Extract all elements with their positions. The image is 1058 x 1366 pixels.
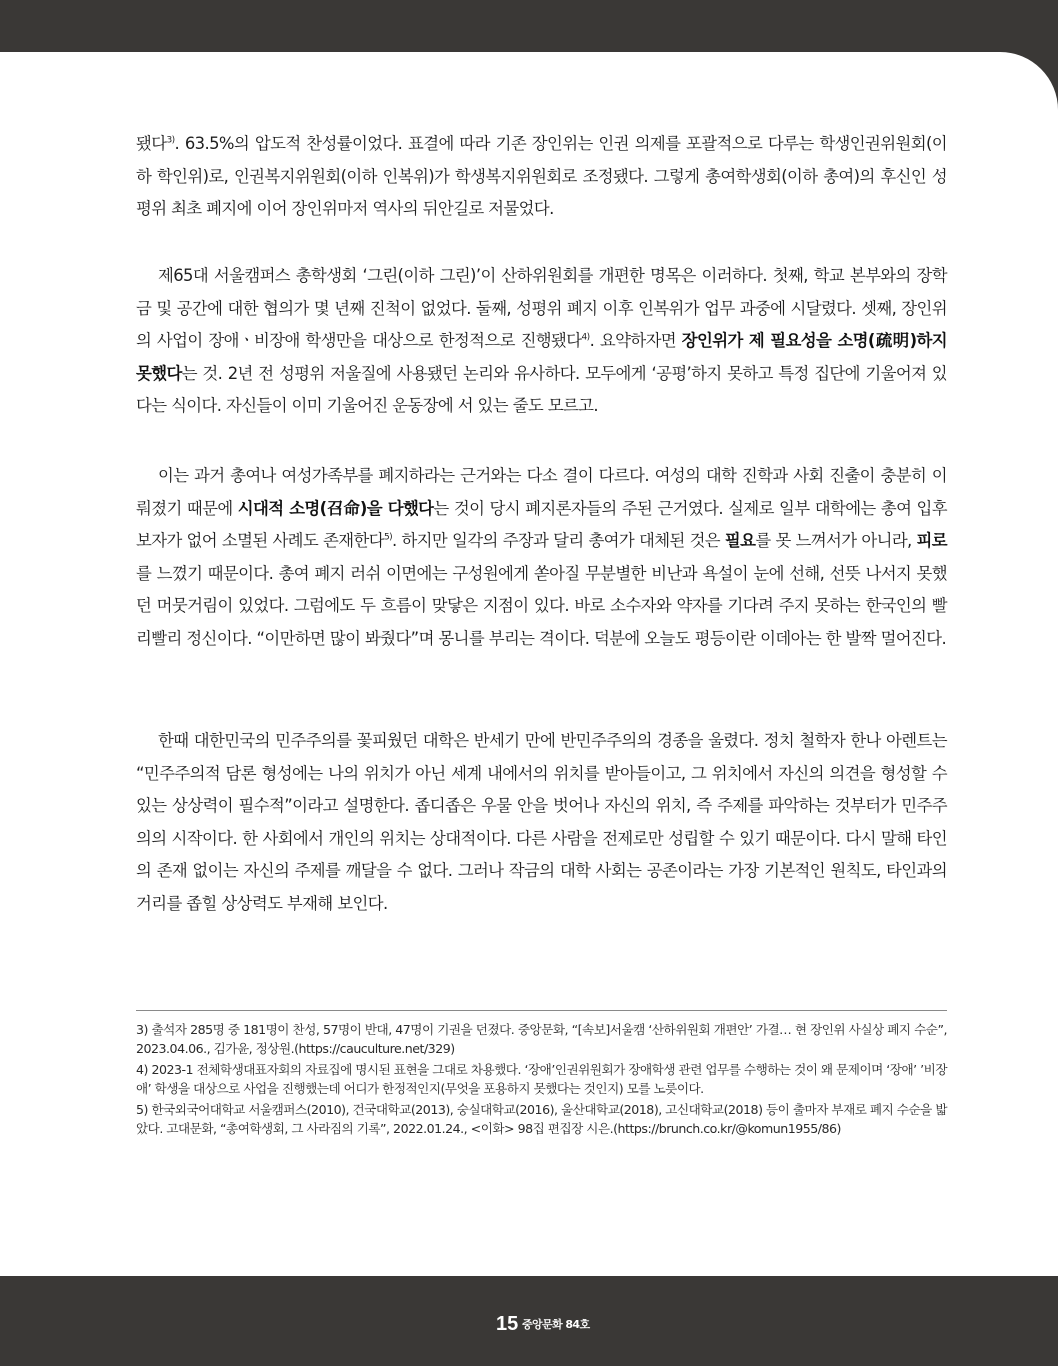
- emphasis-text: 필요: [724, 531, 756, 550]
- footnote-ref-3: 3): [166, 135, 175, 146]
- paragraph-1: 됐다$^{3)}$. 63.5%의 압도적 찬성률이었다. 표결에 따라 기존 장인위는 인권 의제를 포괄적으로 다루는 학생인권위원회(이하 학인위)로, 인권복지위원회(이하 인복위)가 학생복지위원회로 조정됐다. 그렇게 총여학생회(이하 총여)의 후신인 성평위 최초 폐지에 이어 장인위마저 역사의 뒤안길로 저물었다.: [136, 134, 947, 218]
- emphasis-text: 피로: [916, 531, 947, 550]
- footnote-ref-4: 4): [581, 332, 590, 343]
- footnotes: [136, 1010, 947, 1142]
- footnote-3: 3) 출석자 285명 중 181명이 찬성, 57명이 반대, 47명이 기권을 던졌다. 중앙문화, “[속보]서울캠 ‘산하위원회 개편안’ 가결… 현 장인위 사실상 폐지 수순”, 2023.04.06., 김가윤, 정상원.(https://cauculture.net/329): [136, 1022, 947, 1056]
- emphasis-text: 장인위가 제 필요성을 소명(疏明)하지 못했다: [136, 331, 948, 383]
- paragraph-3: 이는 과거 총여나 여성가족부를 폐지하라는 근거와는 다소 결이 다르다. 여성의 대학 진학과 사회 진출이 충분히 이뤄졌기 때문에 시대적 소명(召命)을 다했다는 것이 당시 폐지론자들의 주된 근거였다. 실제로 일부 대학에는 총여 입후보자가 없어 소멸된 사례도 존재한다$^{5)}$. 하지만 일각의 주장과 달리 총여가 대체된 것은 필요를 못 느껴서가 아니라, 피로를 느꼈기 때문이다. 총여 폐지 러쉬 이면에는 구성원에게 쏟아질 무분별한 비난과 욕설이 눈에 선해, 선뜻 나서지 못했던 머뭇거림이 있었다. 그럼에도 두 흐름이 맞닿은 지점이 있다. 바로 소수자와 약자를 기다려 주지 못하는 한국인의 빨리빨리 정신이다. “이만하면 많이 봐줬다”며 몽니를 부리는 격이다. 덕분에 오늘도 평등이란 이데아는 한 발짝 멀어진다.: [136, 466, 947, 648]
- paragraph-4: 한때 대한민국의 민주주의를 꽃피웠던 대학은 반세기 만에 반민주주의의 경종을 울렸다. 정치 철학자 한나 아렌트는 “민주주의적 담론 형성에는 나의 위치가 아닌 세계 내에서의 위치를 받아들이고, 그 위치에서 자신의 의견을 형성할 수 있는 상상력이 필수적”이라고 설명한다. 좁디좁은 우물 안을 벗어나 자신의 위치, 즉 주제를 파악하는 것부터가 민주주의의 시작이다. 한 사회에서 개인의 위치는 상대적이다. 다른 사람을 전제로만 성립할 수 있기 때문이다. 다시 말해 타인의 존재 없이는 자신의 주제를 깨달을 수 없다. 그러나 작금의 대학 사회는 공존이라는 가장 기본적인 원칙도, 타인과의 거리를 좁힐 상상력도 부재해 보인다.: [136, 731, 947, 913]
- paragraph-2: 제65대 서울캠퍼스 총학생회 ‘그린(이하 그린)’이 산하위원회를 개편한 명목은 이러하다. 첫째, 학교 본부와의 장학금 및 공간에 대한 협의가 몇 년째 진척이 없었다. 둘째, 성평위 폐지 이후 인복위가 업무 과중에 시달렸다. 셋째, 장인위의 사업이 장애ㆍ비장애 학생만을 대상으로 한정적으로 진행됐다$^{4)}$. 요약하자면 장인위가 제 필요성을 소명(疏明)하지 못했다는 것. 2년 전 성평위 저울질에 사용됐던 논리와 유사하다. 모두에게 ‘공평’하지 못하고 특정 집단에 기울어져 있다는 식이다. 자신들이 이미 기울어진 운동장에 서 있는 줄도 모르고.: [136, 266, 948, 415]
- footnote-4: 4) 2023-1 전체학생대표자회의 자료집에 명시된 표현을 그대로 차용했다. ‘장애’인권위원회가 장애학생 관련 업무를 수행하는 것이 왜 문제이며 ‘장애’ ’비장애’ 학생을 대상으로 사업을 진행했는데 어디가 한정적인지(무엇을 포용하지 못했다는 것인지) 모를 노릇이다.: [136, 1062, 947, 1096]
- footnote-ref-5: 5): [383, 532, 392, 543]
- footnote-5: 5) 한국외국어대학교 서울캠퍼스(2010), 건국대학교(2013), 숭실대학교(2016), 울산대학교(2018), 고신대학교(2018) 등이 출마자 부재로 폐지 수순을 밟았다. 고대문화, “총여학생회, 그 사라짐의 기록”, 2022.01.24., <이화> 98집 편집장 시은.(https://brunch.co.kr/@komun1955/86): [136, 1102, 947, 1136]
- publication-name: 중앙문화 84호: [522, 1318, 590, 1331]
- page-number: 15: [496, 1313, 519, 1335]
- emphasis-text: 시대적 소명(召命)을 다했다: [237, 498, 434, 518]
